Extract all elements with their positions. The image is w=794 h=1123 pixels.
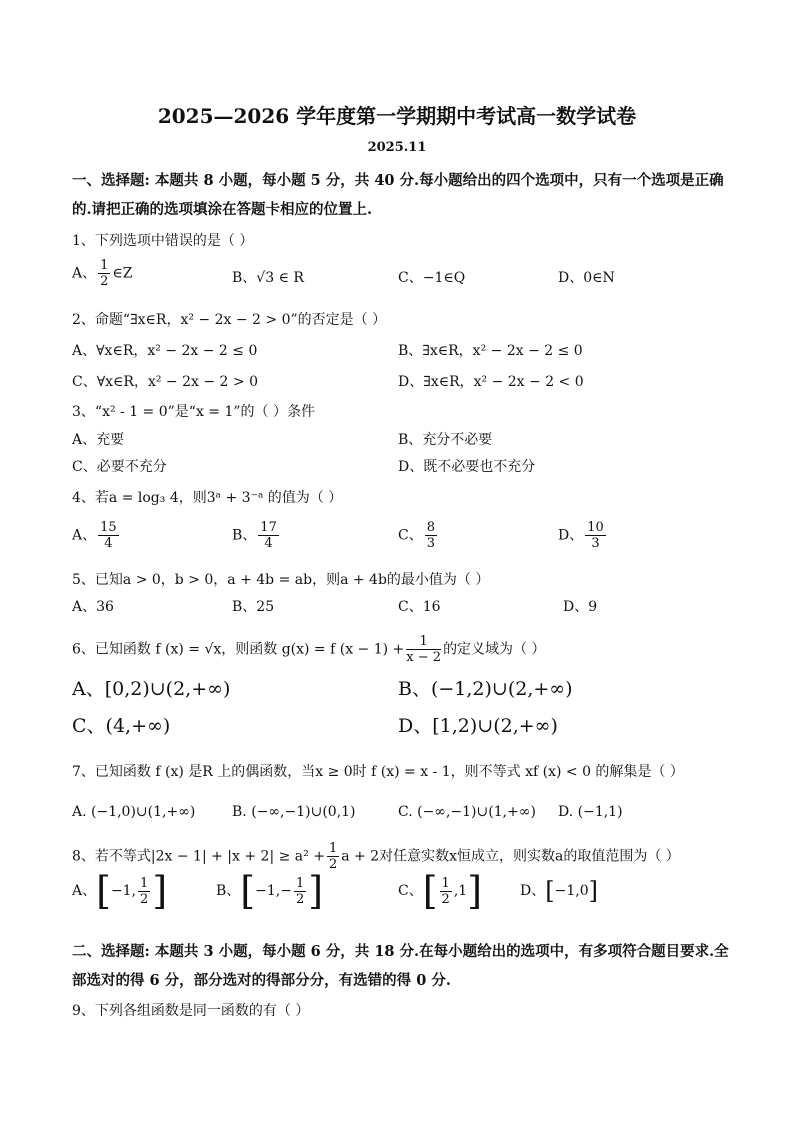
fraction [440,876,452,907]
question-3-option-c: C、必要不充分 [72,459,167,475]
fraction-numerator: 1 [441,875,450,891]
question-1-stem: 1、下列选项中错误的是（ ） [72,233,254,249]
fraction-denominator: 3 [426,536,435,551]
page-title: 2025—2026 学年度第一学期期中考试高一数学试卷 [157,104,637,128]
question-3-stem: 3、“x² - 1 = 0”是“x = 1”的（ ）条件 [72,404,316,420]
option-label: C、 [398,270,423,286]
question-2-option-b: B、∃x∈R，x² − 2x − 2 ≤ 0 [398,343,583,359]
fraction [138,876,150,907]
question-3-option-b: B、充分不必要 [398,432,493,448]
interval-text: −1, [110,883,137,899]
question-4-option-b [232,520,281,551]
question-5-option-b: B、25 [232,599,275,615]
fraction-denominator: 2 [295,891,305,907]
stem-text: a + 2对任意实数x恒成立，则实数a的取值范围为（ ） [341,848,680,865]
fraction-denominator: 2 [100,274,109,289]
fraction [258,520,279,551]
option-label: C、 [398,527,423,544]
stem-text: 6、已知函数 f (x) = √x，则函数 g(x) = f (x − 1) + [72,641,405,658]
stem-text: 8、若不等式|2x − 1| + |x + 2| ≥ a² + [72,848,325,865]
question-8-option-d [520,872,598,910]
fraction-denominator: 2 [441,891,450,907]
question-3-option-d: D、既不必要也不充分 [398,459,536,475]
question-7-option-a: A. (−1,0)∪(1,+∞) [72,804,196,820]
interval-text: −1,− [255,883,292,899]
question-5-option-a: A、36 [72,599,114,615]
fraction [98,520,119,551]
fraction-denominator: 4 [104,536,113,551]
fraction-numerator: 1 [295,875,305,891]
fraction-denominator: 2 [140,891,149,907]
fraction-numerator: 1 [328,841,338,856]
question-6-option-a: A、[0,2)∪(2,+∞) [72,678,231,700]
left-bracket: [ [422,869,438,913]
option-label: D、 [558,270,584,286]
option-text: −1∈Q [422,270,466,286]
fraction-numerator: 1 [140,875,149,891]
question-8-option-c [398,869,483,913]
question-8-option-a [72,869,168,913]
exam-date: 2025.11 [367,140,427,155]
stem-text: 的定义域为（ ） [443,641,546,658]
fraction-numerator: 1 [100,258,109,273]
right-bracket: ] [588,877,598,905]
fraction [585,520,606,551]
fraction-numerator: 15 [100,520,117,535]
question-6-option-c: C、(4,+∞) [72,715,171,737]
fraction-denominator: 3 [591,536,600,551]
question-7-option-b: B. (−∞,−1)∪(0,1) [232,804,356,820]
question-6-option-d: D、[1,2)∪(2,+∞) [398,715,558,737]
question-2-option-a: A、∀x∈R，x² − 2x − 2 ≤ 0 [72,343,258,359]
option-text: 0∈N [583,270,615,286]
section-1-header: 一、选择题: 本题共 8 小题，每小题 5 分，共 40 分.每小题给出的四个选项中，只有一个选项是正确的.请把正确的选项填涂在答题卡相应的位置上. [72,172,724,218]
fraction [294,876,306,907]
question-8-stem [72,841,680,872]
question-4-option-d [558,520,608,551]
question-4-option-c [398,520,439,551]
fraction [425,520,437,551]
fraction-denominator: x − 2 [406,650,442,665]
section-2-header: 二、选择题: 本题共 3 小题，每小题 6 分，共 18 分.在每小题给出的选项中，有多项符合题目要求.全部选对的得 6 分，部分选对的得部分分，有选错的得 0 分. [72,943,729,989]
option-label: B、 [216,883,241,899]
option-label: A、 [72,883,97,899]
fraction-numerator: 17 [260,520,277,535]
question-4-option-a [72,520,121,551]
question-6-option-b: B、(−1,2)∪(2,+∞) [398,678,573,700]
question-6-stem [72,634,546,665]
interval-text: ,1 [453,883,468,899]
question-2-option-d: D、∃x∈R，x² − 2x − 2 < 0 [398,374,584,390]
question-1-option-c [398,266,465,290]
option-text: √3 ∈ R [256,270,304,286]
option-label: A、 [72,527,97,544]
question-3-option-a: A、充要 [72,432,125,448]
right-bracket: ] [152,869,168,913]
question-1-option-b [232,266,304,290]
question-1-option-d [558,266,615,290]
question-8-option-b [216,869,324,913]
fraction-numerator: 1 [406,634,441,650]
right-bracket: ] [308,869,324,913]
question-2-stem: 2、命题“∃x∈R，x² − 2x − 2 > 0”的否定是（ ） [72,312,387,328]
question-9-stem: 9、下列各组函数是同一函数的有（ ） [72,1003,310,1019]
question-4-stem: 4、若a = log₃ 4，则3ᵃ + 3⁻ᵃ 的值为（ ） [72,490,343,506]
left-bracket: [ [96,869,111,913]
question-5-option-c: C、16 [398,599,441,615]
fraction-numerator: 10 [587,520,604,535]
option-label: D、 [558,527,584,544]
fraction-numerator: 8 [426,520,435,535]
option-label: A、 [72,265,97,282]
question-1-option-a [72,258,133,289]
interval-text: −1,0 [554,883,589,899]
option-label: D、 [520,883,546,899]
option-label: C、 [398,883,423,899]
fraction [406,634,441,665]
question-7-option-d: D. (−1,1) [558,804,623,820]
left-bracket: [ [240,869,256,913]
question-7-option-c: C. (−∞,−1)∪(1,+∞) [398,804,536,820]
question-2-option-c: C、∀x∈R，x² − 2x − 2 > 0 [72,374,258,390]
fraction [327,841,339,872]
fraction-denominator: 4 [264,536,273,551]
option-label: B、 [232,270,257,286]
question-5-stem: 5、已知a > 0，b > 0，a + 4b = ab，则a + 4b的最小值为（ ） [72,572,490,588]
fraction [98,258,110,289]
question-5-option-d: D、9 [563,599,598,615]
right-bracket: ] [467,869,483,913]
left-bracket: [ [545,877,555,905]
question-7-stem: 7、已知函数 f (x) 是R 上的偶函数，当x ≥ 0时 f (x) = x - 1，则不等式 xf (x) < 0 的解集是（ ） [72,764,684,780]
option-text: ∈Z [112,265,133,282]
option-label: B、 [232,527,257,544]
fraction-denominator: 2 [328,857,338,872]
